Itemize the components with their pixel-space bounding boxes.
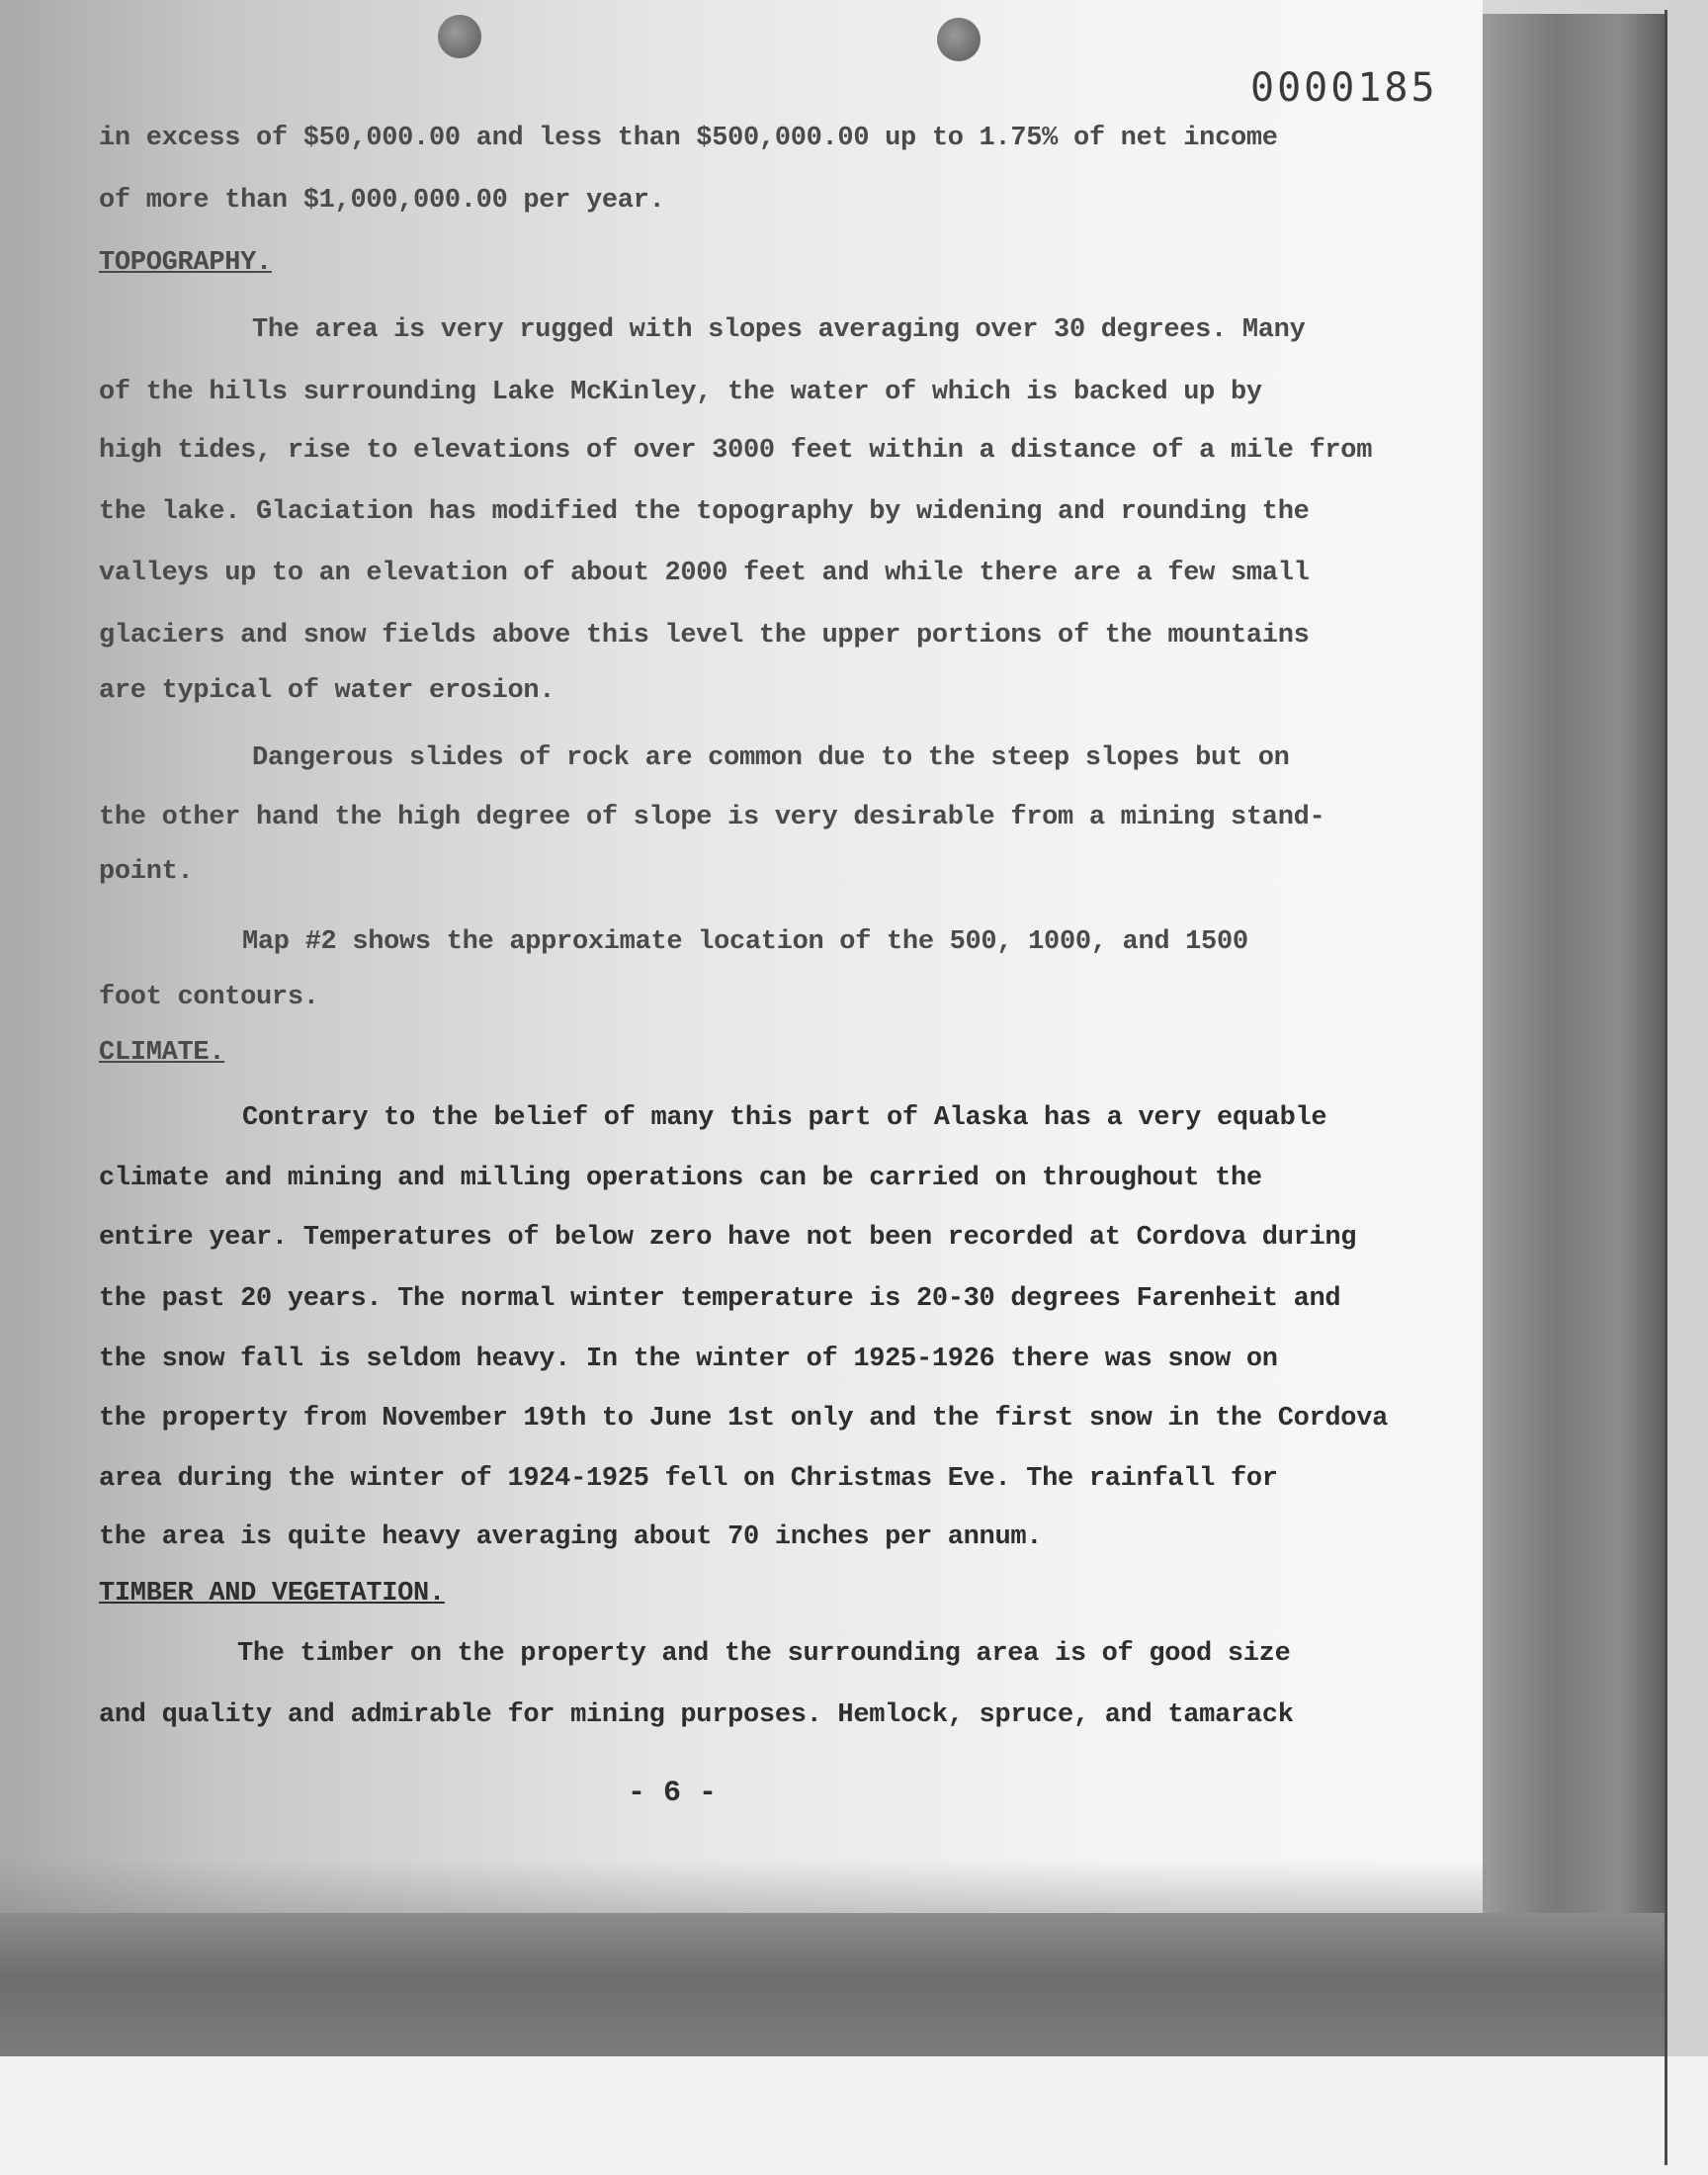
text-line: Dangerous slides of rock are common due to the steep slopes but on [252, 743, 1290, 773]
text-line: the snow fall is seldom heavy. In the winter of 1925-1926 there was snow on [99, 1345, 1278, 1374]
text-line: valleys up to an elevation of about 2000 feet and while there are a few small [99, 559, 1310, 588]
page-number: - 6 - [628, 1777, 718, 1810]
text-line: The area is very rugged with slopes averaging over 30 degrees. Many [252, 315, 1306, 345]
text-line: Map #2 shows the approximate location of the 500, 1000, and 1500 [242, 927, 1248, 957]
bottom-strip [0, 2056, 1708, 2175]
text-line: of the hills surrounding Lake McKinley, the water of which is backed up by [99, 378, 1262, 407]
document-number: 0000185 [1250, 65, 1438, 111]
text-line: point. [99, 857, 194, 887]
text-line: high tides, rise to elevations of over 3000 feet within a distance of a mile from [99, 436, 1373, 466]
section-heading-climate: CLIMATE. [99, 1038, 225, 1068]
text-line: the past 20 years. The normal winter temperature is 20-30 degrees Farenheit and [99, 1284, 1341, 1314]
right-shadow [1483, 14, 1666, 2056]
text-line: area during the winter of 1924-1925 fell on Christmas Eve. The rainfall for [99, 1464, 1278, 1494]
section-heading-topography: TOPOGRAPHY. [99, 248, 272, 278]
text-line: foot contours. [99, 983, 319, 1012]
text-line: entire year. Temperatures of below zero have not been recorded at Cordova during [99, 1223, 1357, 1253]
text-line: glaciers and snow fields above this level the upper portions of the mountains [99, 621, 1310, 651]
text-line: are typical of water erosion. [99, 676, 555, 706]
page-bottom-fade [0, 1859, 1483, 1913]
text-line: of more than $1,000,000.00 per year. [99, 186, 665, 216]
punch-hole-icon [438, 15, 481, 58]
right-edge-line [1665, 10, 1667, 2165]
text-line: the lake. Glaciation has modified the topography by widening and rounding the [99, 497, 1310, 527]
text-line: the other hand the high degree of slope is very desirable from a mining stand- [99, 803, 1325, 832]
section-heading-timber: TIMBER AND VEGETATION. [99, 1579, 445, 1609]
text-line: The timber on the property and the surrounding area is of good size [237, 1639, 1291, 1669]
text-line: climate and mining and milling operations can be carried on throughout the [99, 1164, 1262, 1193]
text-line: in excess of $50,000.00 and less than $500,000.00 up to 1.75% of net income [99, 124, 1278, 153]
text-line: Contrary to the belief of many this part of Alaska has a very equable [242, 1103, 1327, 1133]
text-line: and quality and admirable for mining purposes. Hemlock, spruce, and tamarack [99, 1700, 1294, 1730]
bottom-shadow [0, 1913, 1666, 2056]
text-line: the property from November 19th to June 1st only and the first snow in the Cordova [99, 1404, 1389, 1434]
text-line: the area is quite heavy averaging about 70 inches per annum. [99, 1522, 1043, 1552]
punch-hole-icon [937, 18, 981, 61]
